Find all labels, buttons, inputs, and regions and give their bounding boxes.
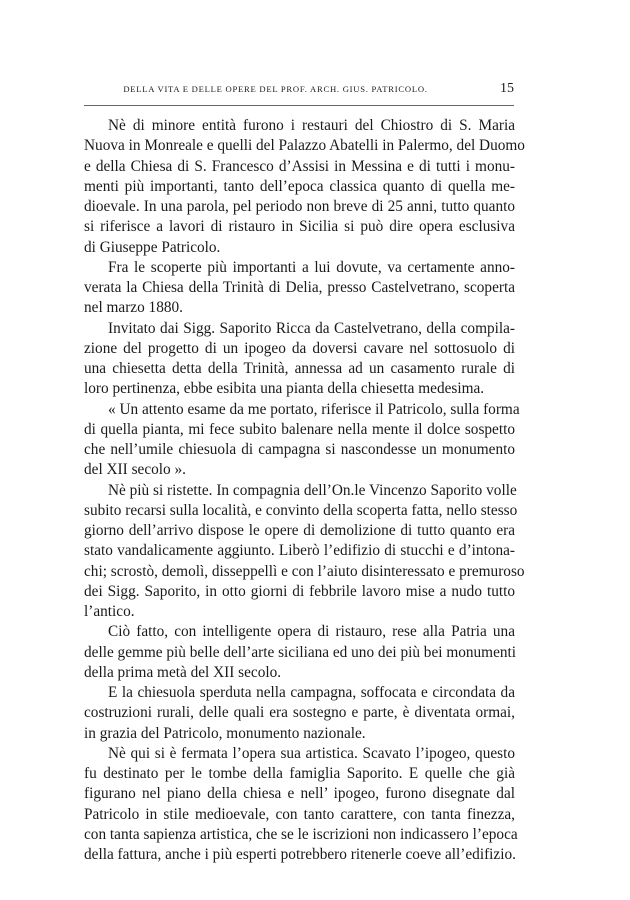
text-line: costruzioni rurali, delle quali era sostegno e parte, è diventata ormai, bbox=[84, 704, 515, 722]
text-line: l’antico. bbox=[84, 603, 135, 620]
text-line: stato vandalicamente aggiunto. Liberò l’edifizio di stucchi e d’intona- bbox=[84, 542, 515, 560]
text-line: della prima metà del XII secolo. bbox=[84, 663, 282, 681]
text-line: Ciò fatto, con intelligente opera di ristauro, rese alla Patria una bbox=[108, 623, 515, 641]
paragraph bbox=[84, 258, 515, 319]
text-line: Nè di minore entità furono i restauri del Chiostro di S. Maria bbox=[108, 117, 515, 134]
text-line: Nuova in Monreale e quelli del Palazzo Abatelli in Palermo, del Duomo bbox=[84, 137, 525, 155]
paragraph bbox=[84, 744, 518, 866]
text-line: loro pertinenza, ebbe esibita una pianta della chiesetta medesima. bbox=[84, 380, 485, 398]
page-number: 15 bbox=[500, 81, 514, 96]
text-line: menti più importanti, tanto dell’epoca classica quanto di quella me- bbox=[84, 177, 515, 195]
text-line: Nè qui si è fermata l’opera sua artistica. Scavato l’ipogeo, questo bbox=[108, 744, 515, 762]
text-line: con tanta sapienza artistica, che se le iscrizioni non indicassero l’epoca bbox=[84, 825, 518, 843]
text-line: nel marzo 1880. bbox=[84, 299, 183, 317]
text-line: Nè più si ristette. In compagnia dell’On.le Vincenzo Saporito volle bbox=[108, 481, 517, 499]
running-title: DELLA VITA E DELLE OPERE DEL PROF. ARCH. GIUS. PATRICOLO. bbox=[123, 84, 428, 94]
text-line: di Giuseppe Patricolo. bbox=[84, 238, 221, 256]
paragraph bbox=[84, 683, 515, 744]
text-line: subito recarsi sulla località, e convinto della scoperta fatta, nello stesso bbox=[84, 501, 518, 519]
text-line: dei Sigg. Saporito, in otto giorni di febbrile lavoro mise a nudo tutto bbox=[84, 582, 515, 600]
text-line: figurano nel piano della chiesa e nell’ ipogeo, furono disegnate dal bbox=[84, 785, 515, 803]
text-line: fu destinato per le tombe della famiglia Saporito. E quelle che già bbox=[84, 765, 515, 782]
text-line: di quella pianta, mi fece subito balenare nella mente il dolce sospetto bbox=[84, 420, 515, 438]
text-line: si riferisce a lavori di ristauro in Sicilia si può dire opera esclusiva bbox=[84, 218, 515, 236]
text-line: e della Chiesa di S. Francesco d’Assisi in Messina e di tutti i monu- bbox=[84, 157, 515, 175]
text-line: Invitato dai Sigg. Saporito Ricca da Castelvetrano, della compila- bbox=[108, 319, 515, 337]
text-line: dioevale. In una parola, pel periodo non breve di 25 anni, tutto quanto bbox=[84, 198, 515, 215]
header-rule bbox=[84, 105, 514, 106]
text-line: Patricolo in stile medioevale, con tanto carattere, con tanta finezza, bbox=[84, 805, 515, 823]
text-line: « Un attento esame da me portato, riferisce il Patricolo, sulla forma bbox=[108, 400, 520, 418]
text-line: in grazia del Patricolo, monumento nazionale. bbox=[84, 724, 366, 742]
text-line: del XII secolo ». bbox=[84, 461, 186, 479]
text-line: Fra le scoperte più importanti a lui dovute, va certamente anno- bbox=[108, 258, 515, 276]
text-line: verata la Chiesa della Trinità di Delia, presso Castelvetrano, scoperta bbox=[84, 279, 515, 296]
text-line: giorno dell’arrivo dispose le opere di demolizione di tutto quanto era bbox=[84, 522, 515, 539]
text-line: E la chiesuola sperduta nella campagna, soffocata e circondata da bbox=[108, 684, 515, 701]
text-line: zione del progetto di un ipogeo da doversi cavare nel sottosuolo di bbox=[84, 339, 515, 357]
paragraph bbox=[84, 319, 515, 400]
paragraph bbox=[84, 622, 515, 683]
text-line: chi; scrostò, demolì, disseppellì e con l’aiuto disinteressato e premuroso bbox=[84, 562, 525, 580]
body-text bbox=[84, 116, 525, 865]
text-line: che nell’umile chiesuola di campagna si nascondesse un monumento bbox=[84, 441, 515, 458]
paragraph bbox=[84, 481, 525, 623]
text-line: delle gemme più belle dell’arte siciliana ed uno dei più bei monumenti bbox=[84, 643, 517, 661]
paragraph bbox=[84, 400, 520, 481]
paragraph bbox=[84, 116, 525, 258]
text-line: una chiesetta detta della Trinità, annessa ad un casamento rurale di bbox=[84, 360, 515, 377]
running-header bbox=[83, 81, 514, 101]
text-line: della fattura, anche i più esperti potrebbero ritenerle coeve all’edifizio. bbox=[84, 846, 516, 863]
